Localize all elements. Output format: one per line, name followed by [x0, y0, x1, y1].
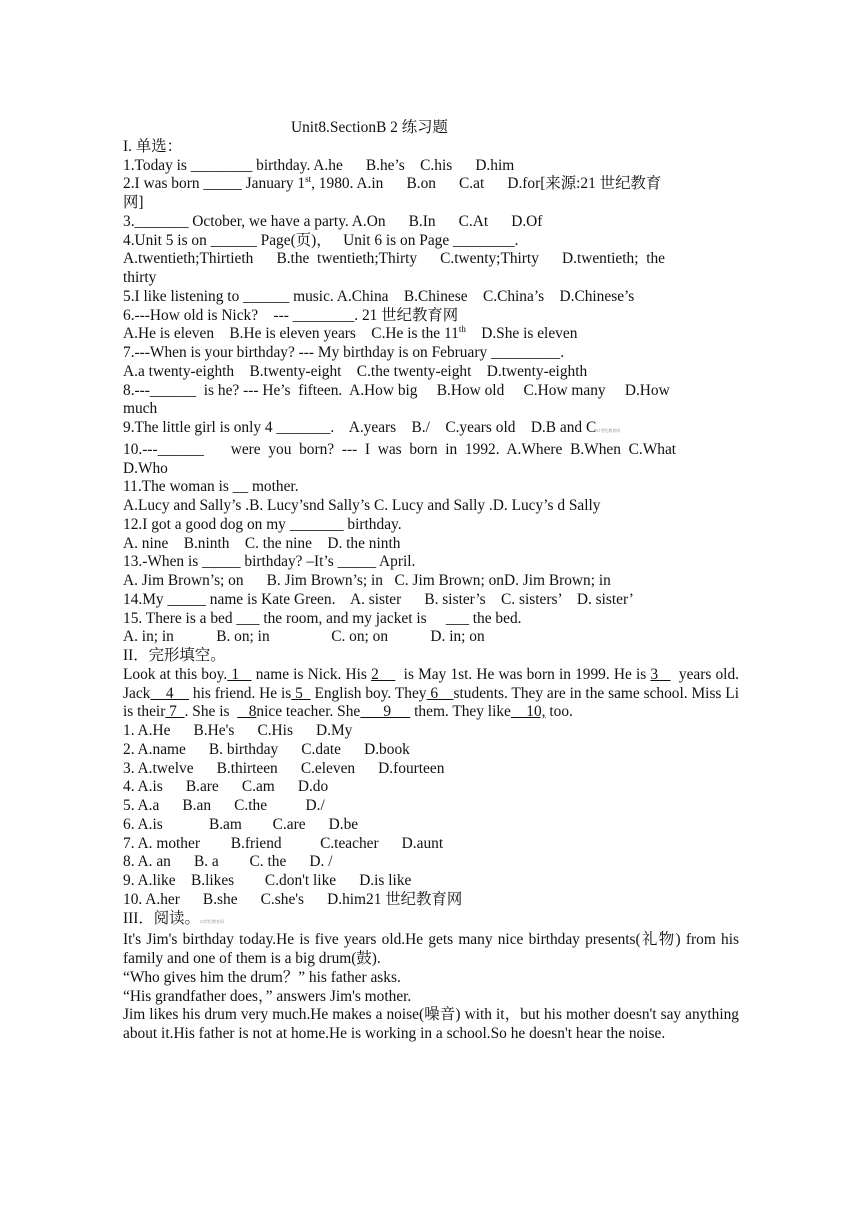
watermark-mark: 21世纪教育网 — [199, 918, 224, 924]
option-line: 8. A. an B. a C. the D. / — [123, 853, 333, 871]
blank: 8 — [237, 703, 257, 721]
question-line: 网] — [123, 194, 144, 211]
question-line: 6.---How old is Nick? --- ________. 21 世纪教育网 — [123, 306, 459, 324]
question-line: 14.My _____ name is Kate Green. A. sister B. sister’s C. sisters’ D. sister’ — [123, 590, 634, 608]
question-line: much — [123, 400, 158, 418]
blank: 10, — [510, 703, 546, 721]
blank: 6 — [426, 684, 454, 702]
question-line: A.He is eleven B.He is eleven years C.He is the 11th D.She is eleven — [123, 324, 578, 343]
question-line: A. nine B.ninth C. the nine D. the ninth — [123, 534, 401, 552]
cloze-passage: Look at this boy. 1 name is Nick. His 2 is May 1st. He was born in 1999. He is 3 years old. Jack 4 his friend. He is 5 English boy. They 6 students. They are in the same school. Miss Li is their 7 . She is 8nice teacher. She 9 them. They like 10, too. — [123, 665, 743, 721]
question-line: D.Who — [123, 459, 168, 477]
blank: 5 — [291, 684, 311, 702]
blank: 3 — [650, 665, 671, 683]
question-line: A.twentieth;Thirtieth B.the twentieth;Thirty C.twenty;Thirty D.twentieth; the — [123, 250, 666, 268]
blank: 4 — [150, 684, 190, 702]
question-line: A. in; in B. on; in C. on; on D. in; on — [123, 628, 485, 646]
watermark-mark: 21世纪教育网 — [596, 428, 621, 433]
question-line: 7.---When is your birthday? --- My birthday is on February _________. — [123, 344, 565, 361]
section-heading: I. 单选： — [123, 137, 182, 155]
option-line: 3. A.twelve B.thirteen C.eleven D.fourteen — [123, 759, 445, 777]
blank: 9 — [360, 703, 411, 721]
option-line: 1. A.He B.He's C.His D.My — [123, 722, 353, 739]
question-line: 10.---______ were you born? --- I was born in 1992. A.Where B.When C.What — [123, 440, 677, 458]
reading-paragraph: Jim likes his drum very much.He makes a noise(噪音) with it，but his mother doesn't say anything about it.His father is not at home.He is working in a school.So he doesn't hear the noise. — [123, 1006, 739, 1042]
question-line: A.a twenty-eighth B.twenty-eight C.the twenty-eight D.twenty-eighth — [123, 362, 588, 380]
reading-paragraph: “His grandfather does，” answers Jim's mother. — [123, 987, 412, 1005]
question-line: 4.Unit 5 is on ______ Page(页)， Unit 6 is on Page ________. — [123, 231, 519, 249]
option-line: 10. A.her B.she C.she's D.him21 世纪教育网 — [123, 890, 463, 908]
question-line: 13.-When is _____ birthday? –It’s _____ April. — [123, 553, 416, 571]
section-heading: II．完形填空。 — [123, 647, 226, 664]
question-line: A. Jim Brown’s; on B. Jim Brown’s; in C. Jim Brown; onD. Jim Brown; in — [123, 572, 611, 589]
option-line: 9. A.like B.likes C.don't like D.is like — [123, 872, 412, 889]
page-title: Unit8.SectionB 2 练习题 — [291, 119, 448, 136]
question-line: 9.The little girl is only 4 _______. A.years B./ C.years old D.B and C21世纪教育网 — [123, 419, 621, 436]
question-line: 8.---______ is he? --- He’s fifteen. A.How big B.How old C.How many D.How — [123, 381, 670, 399]
question-line: thirty — [123, 269, 157, 286]
question-line: 11.The woman is __ mother. — [123, 478, 299, 496]
question-line: 12.I got a good dog on my _______ birthday. — [123, 515, 402, 533]
question-line: 3._______ October, we have a party. A.On B.In C.At D.Of — [123, 212, 543, 230]
reading-paragraph: “Who gives him the drum？” his father asks. — [123, 968, 401, 986]
question-line: 1.Today is ________ birthday. A.he B.he’s C.his D.him — [123, 156, 515, 174]
option-line: 7. A. mother B.friend C.teacher D.aunt — [123, 834, 444, 852]
blank: 7 — [165, 703, 185, 721]
option-line: 2. A.name B. birthday C.date D.book — [123, 740, 410, 758]
reading-paragraph: It's Jim's birthday today.He is five years old.He gets many nice birthday presents(礼物) from his family and one of them is a big drum(鼓). — [123, 931, 739, 967]
section-heading: III．阅读。21世纪教育网 — [123, 909, 224, 927]
option-line: 6. A.is B.am C.are D.be — [123, 815, 359, 833]
blank: 2 — [371, 665, 396, 683]
option-line: 5. A.a B.an C.the D./ — [123, 797, 325, 814]
question-line: 5.I like listening to ______ music. A.China B.Chinese C.China’s D.Chinese’s — [123, 287, 635, 305]
blank: 1 — [227, 665, 252, 683]
question-line: 15. There is a bed ___ the room, and my jacket is ___ the bed. — [123, 609, 522, 627]
question-line: 2.I was born _____ January 1st, 1980. A.in B.on C.at D.for[来源:21 世纪教育 — [123, 174, 662, 193]
option-line: 4. A.is B.are C.am D.do — [123, 778, 329, 796]
question-line: A.Lucy and Sally’s .B. Lucy’snd Sally’s C. Lucy and Sally .D. Lucy’s d Sally — [123, 497, 601, 514]
document-page — [123, 119, 743, 1044]
